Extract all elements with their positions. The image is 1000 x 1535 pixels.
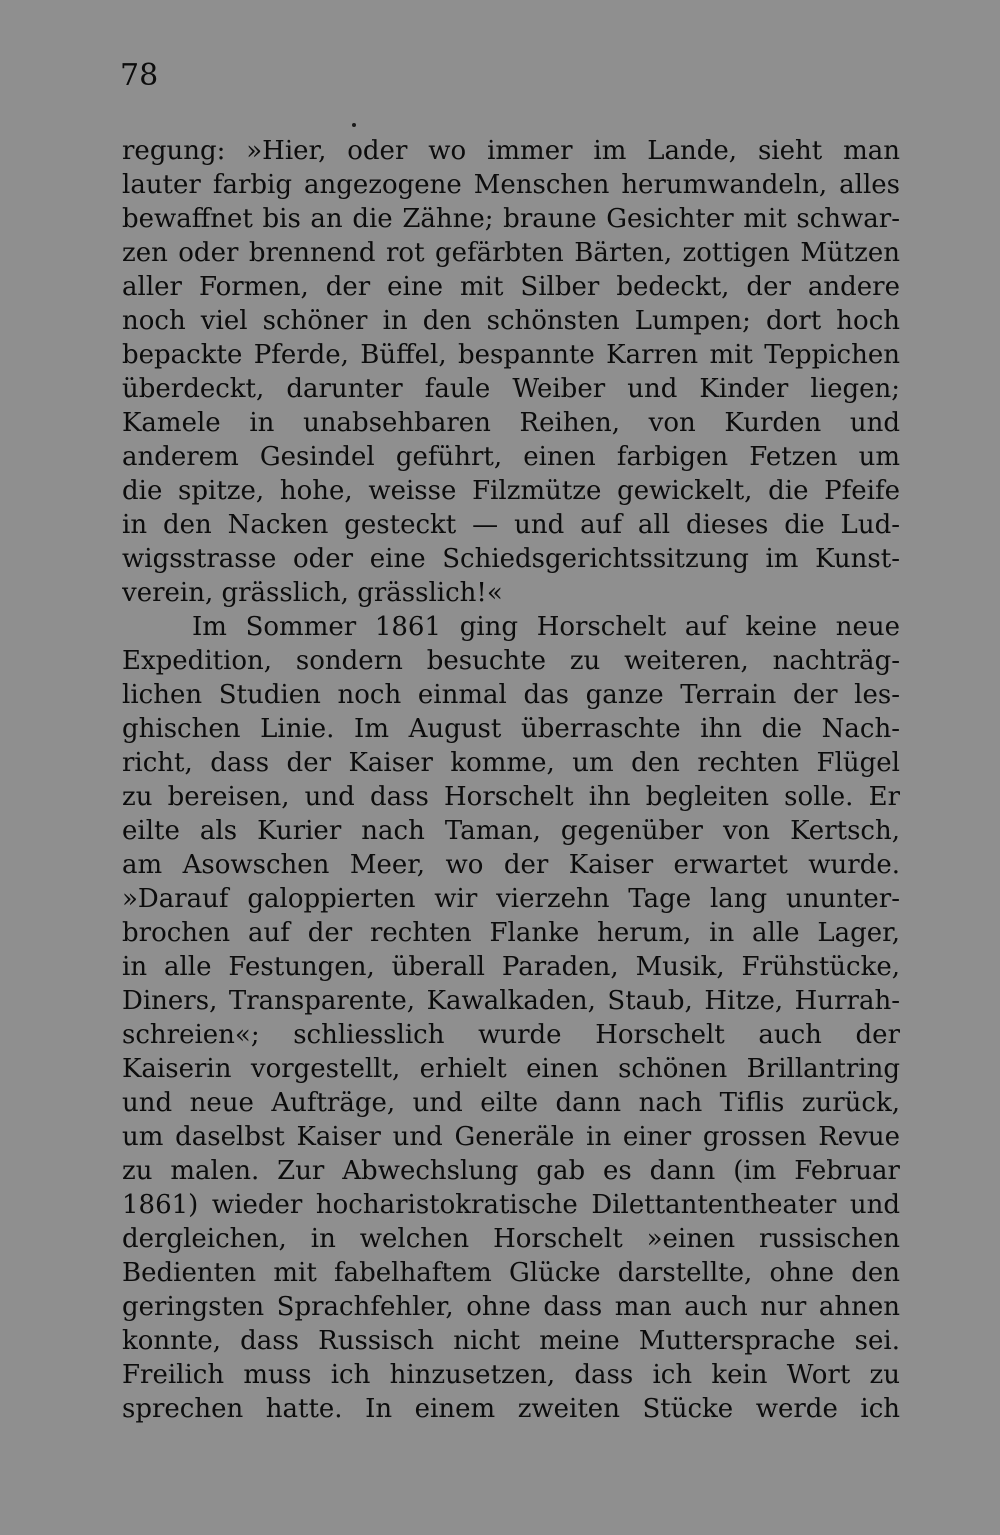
text-line: lauter farbig angezogene Menschen herumwandeln, alles (122, 170, 900, 200)
text-line: anderem Gesindel geführt, einen farbigen Fetzen um (122, 442, 900, 472)
text-line: bepackte Pferde, Büffel, bespannte Karren mit Teppichen (122, 340, 900, 370)
text-line: die spitze, hohe, weisse Filzmütze gewickelt, die Pfeife (122, 476, 900, 506)
text-line: noch viel schöner in den schönsten Lumpen; dort hoch (122, 306, 900, 336)
text-line: dergleichen, in welchen Horschelt »einen russischen (122, 1224, 900, 1254)
text-line: lichen Studien noch einmal das ganze Terrain der les- (122, 680, 900, 710)
text-line: regung: »Hier, oder wo immer im Lande, sieht man (122, 136, 900, 166)
text-line: zen oder brennend rot gefärbten Bärten, zottigen Mützen (122, 238, 900, 268)
text-line: ghischen Linie. Im August überraschte ihn die Nach- (122, 714, 900, 744)
text-line: in alle Festungen, überall Paraden, Musik, Frühstücke, (122, 952, 900, 982)
text-line: um daselbst Kaiser und Generäle in einer grossen Revue (122, 1122, 900, 1152)
text-line: konnte, dass Russisch nicht meine Muttersprache sei. (122, 1326, 900, 1356)
text-line: Bedienten mit fabelhaftem Glücke darstellte, ohne den (122, 1258, 900, 1288)
text-line: Kamele in unabsehbaren Reihen, von Kurden und (122, 408, 900, 438)
text-line: zu bereisen, und dass Horschelt ihn begleiten solle. Er (122, 782, 900, 812)
text-line: brochen auf der rechten Flanke herum, in alle Lager, (122, 918, 900, 948)
text-line: sprechen hatte. In einem zweiten Stücke werde ich (122, 1394, 900, 1424)
text-line: und neue Aufträge, und eilte dann nach Tiflis zurück, (122, 1088, 900, 1118)
text-line: bewaffnet bis an die Zähne; braune Gesichter mit schwar- (122, 204, 900, 234)
paragraph-start-line: Im Sommer 1861 ging Horschelt auf keine neue (192, 612, 900, 642)
text-line: geringsten Sprachfehler, ohne dass man auch nur ahnen (122, 1292, 900, 1322)
text-line: wigsstrasse oder eine Schiedsgerichtssitzung im Kunst- (122, 544, 900, 574)
text-line: schreien«; schliesslich wurde Horschelt auch der (122, 1020, 900, 1050)
text-line: richt, dass der Kaiser komme, um den rechten Flügel (122, 748, 900, 778)
text-line: am Asowschen Meer, wo der Kaiser erwartet wurde. (122, 850, 900, 880)
text-line: 1861) wieder hocharistokratische Dilettantentheater und (122, 1190, 900, 1220)
text-line: in den Nacken gesteckt — und auf all dieses die Lud- (122, 510, 900, 540)
text-line: verein, grässlich, grässlich!« (122, 578, 503, 608)
text-line: zu malen. Zur Abwechslung gab es dann (im Februar (122, 1156, 900, 1186)
text-line: Diners, Transparente, Kawalkaden, Staub, Hitze, Hurrah- (122, 986, 900, 1016)
page-number: 78 (120, 58, 159, 93)
text-line: eilte als Kurier nach Taman, gegenüber von Kertsch, (122, 816, 900, 846)
text-line: Kaiserin vorgestellt, erhielt einen schönen Brillantring (122, 1054, 900, 1084)
print-speck (352, 123, 356, 127)
text-line: Freilich muss ich hinzusetzen, dass ich kein Wort zu (122, 1360, 900, 1390)
body-text (122, 134, 900, 1426)
text-line: aller Formen, der eine mit Silber bedeckt, der andere (122, 272, 900, 302)
text-line: überdeckt, darunter faule Weiber und Kinder liegen; (122, 374, 900, 404)
text-line: Expedition, sondern besuchte zu weiteren, nachträg- (122, 646, 900, 676)
text-line: »Darauf galoppierten wir vierzehn Tage lang ununter- (122, 884, 900, 914)
